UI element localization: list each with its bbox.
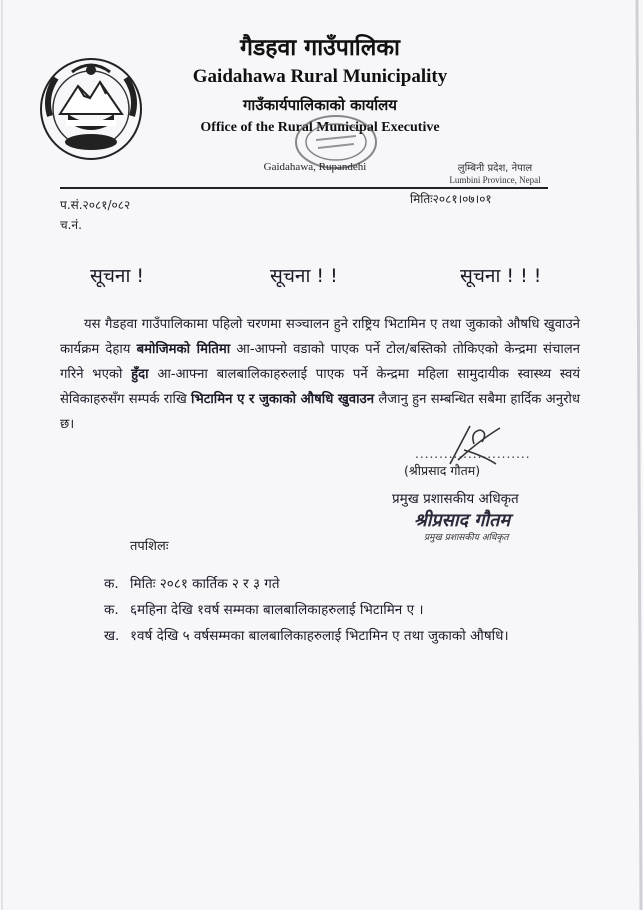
notice-heading-1: सूचना !	[90, 265, 145, 287]
body-bold-text: हुँदा	[131, 367, 149, 382]
notice-heading-2: सूचना ! !	[270, 265, 338, 287]
office-location: Gaidahawa, Rupandehi	[263, 161, 367, 173]
notice-heading-3: सूचना ! ! !	[460, 265, 542, 287]
list-item-marker: ख.	[104, 628, 120, 644]
reference-number: प.सं.२०८१/०८२	[60, 198, 131, 212]
name-stamp: श्रीप्रसाद गौतम	[414, 510, 511, 531]
province-nepali: लुम्बिनी प्रदेश, नेपाल	[457, 163, 533, 174]
list-item-text: ६महिना देखि १वर्ष सम्मका बालबालिकाहरुलाई भिटामिन ए ।	[130, 602, 424, 618]
nepal-emblem-icon	[38, 56, 144, 162]
body-bold-text: भिटामिन ए र जुकाको औषधि खुवाउन	[191, 392, 375, 407]
signatory-name: (श्रीप्रसाद गौतम)	[404, 463, 481, 478]
signatory-title: प्रमुख प्रशासकीय अधिकृत	[392, 491, 519, 507]
list-item-marker: क.	[104, 576, 119, 592]
name-stamp-title: प्रमुख प्रशासकीय अधिकृत	[424, 533, 509, 543]
municipality-name-english: Gaidahawa Rural Municipality	[192, 66, 448, 87]
body-text-part: लैजानु हुन सम्बन्धित सबैमा हार्दिक अनुरोध छ।	[60, 392, 580, 432]
header-divider	[60, 187, 548, 189]
signature-line: ........................	[415, 447, 531, 461]
list-item-marker: क.	[104, 602, 119, 618]
body-text-part: आ-आफ्नो वडाको पाएक पर्ने टोल/बस्तिको तोकिएको केन्द्रमा संचालन गरिने भएको	[60, 342, 580, 382]
list-item	[104, 570, 604, 596]
office-name-nepali: गाउँकार्यपालिकाको कार्यालय	[242, 96, 397, 114]
dispatch-number: च.नं.	[60, 218, 82, 232]
province-english: Lumbini Province, Nepal	[449, 175, 541, 185]
list-item-text: १वर्ष देखि ५ वर्षसम्मका बालबालिकाहरुलाई भिटामिन ए तथा जुकाको औषधि।	[130, 628, 509, 644]
details-label: तपशिलः	[130, 539, 169, 554]
notice-body	[60, 312, 580, 437]
list-item	[104, 622, 604, 648]
body-text-part: आ-आफ्ना बालबालिकाहरुलाई पाएक पर्ने केन्द्रमा महिला सामुदायीक स्वास्थ्य स्वयं सेविकाहरुसँग सम्पर्क राखि	[60, 367, 580, 407]
municipality-name-nepali: गैडहवा गाउँपालिका	[240, 35, 400, 61]
letter-date: मितिः२०८१।०७।०१	[410, 192, 492, 206]
list-item	[104, 596, 604, 622]
body-bold-text: बमोजिमको मितिमा	[136, 342, 231, 357]
body-text-part: यस गैडहवा गाउँपालिकामा पहिलो चरणमा सञ्चालन हुने राष्ट्रिय भिटामिन ए तथा जुकाको औषधि खुवाउने कार्यक्रम देहाय	[60, 317, 580, 357]
list-item-text: मितिः २०८१ कार्तिक २ र ३ गते	[130, 576, 280, 592]
office-name-english: Office of the Rural Municipal Executive	[200, 120, 440, 135]
details-list	[104, 570, 604, 648]
